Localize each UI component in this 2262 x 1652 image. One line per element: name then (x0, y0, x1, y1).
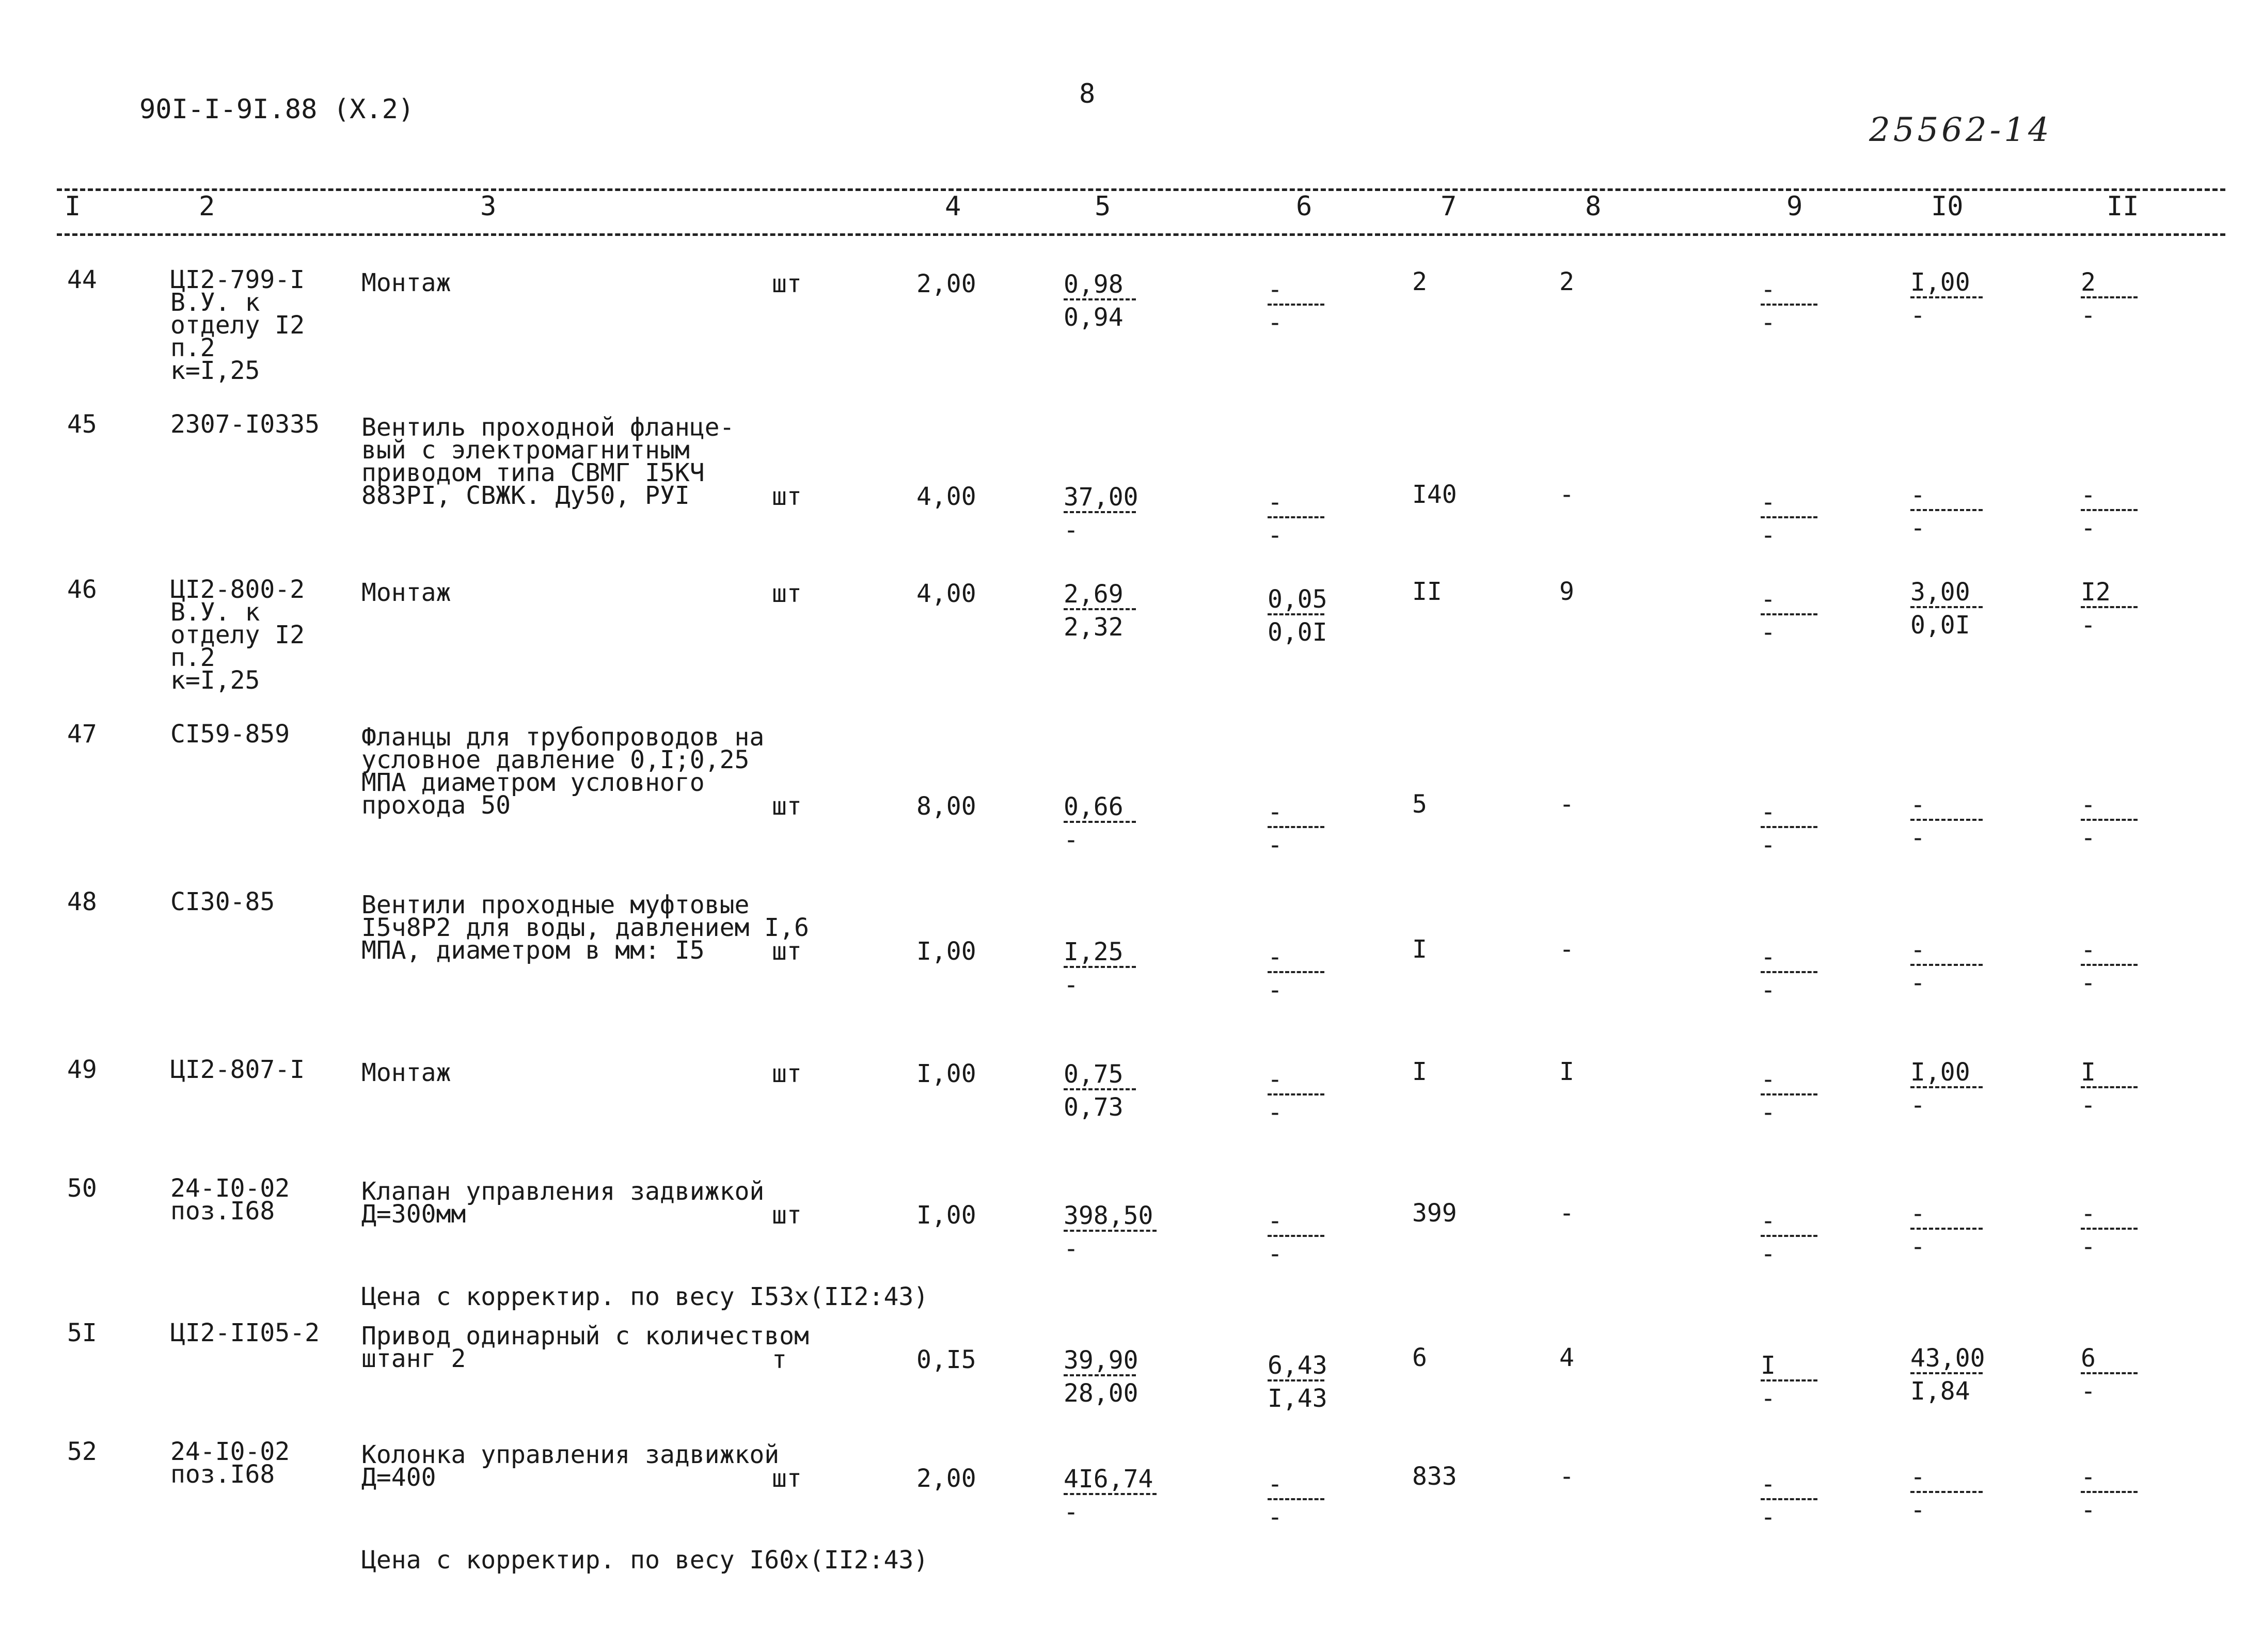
col9-value-denominator: - (1761, 618, 1776, 647)
col6-value-denominator: - (1268, 521, 1283, 550)
price-note: Цена с корректир. по весу I60х(II2:43) (361, 1546, 929, 1575)
col10-value-denominator: I,84 (1910, 1377, 1970, 1406)
col11-value (2081, 790, 2138, 852)
column-header-4: 4 (945, 191, 961, 222)
col11-value-denominator: - (2081, 1232, 2096, 1261)
col11-value-numerator: - (2081, 481, 2096, 510)
header-top-rule (57, 188, 2225, 191)
col7-value: 833 (1412, 1462, 1457, 1491)
col5-price-denominator: - (1064, 971, 1079, 999)
col9-value-numerator: - (1761, 1065, 1776, 1094)
col9-value (1761, 798, 1817, 860)
column-header-10: I0 (1931, 191, 1964, 222)
column-header-9: 9 (1786, 191, 1803, 222)
col5-price-denominator: 0,94 (1064, 303, 1124, 332)
col9-value-numerator: - (1761, 585, 1776, 614)
col5-price-denominator: - (1064, 1234, 1079, 1263)
col10-value-numerator: - (1910, 1463, 1925, 1491)
col11-value (2081, 481, 2138, 543)
col10-value-numerator: 3,00 (1910, 578, 1970, 607)
col10-value-denominator: - (1910, 968, 1925, 997)
col8-value: - (1559, 1462, 1574, 1491)
row-number: 52 (67, 1437, 97, 1466)
col9-value (1761, 1351, 1817, 1413)
col6-value-denominator: - (1268, 1098, 1283, 1127)
col9-value-denominator: - (1761, 831, 1776, 860)
col6-value-denominator: I,43 (1268, 1384, 1327, 1413)
col10-value-denominator: 0,0I (1910, 611, 1970, 640)
col7-value: 2 (1412, 267, 1427, 296)
col11-value (2081, 935, 2138, 997)
col8-value: 4 (1559, 1343, 1574, 1372)
col6-value (1268, 1065, 1324, 1127)
description: Монтаж (361, 1058, 451, 1087)
col7-value: I (1412, 935, 1427, 964)
row-number: 47 (67, 720, 97, 749)
col9-value-numerator: - (1761, 488, 1776, 517)
col8-value: 2 (1559, 267, 1574, 296)
col5-price-numerator: 0,98 (1064, 270, 1124, 299)
col6-value-numerator: - (1268, 1206, 1283, 1235)
col10-value-numerator: - (1910, 481, 1925, 510)
col10-value-denominator: - (1910, 823, 1925, 852)
column-header-3: 3 (480, 191, 497, 222)
col7-value: 6 (1412, 1343, 1427, 1372)
col6-value (1268, 488, 1324, 550)
col9-value (1761, 488, 1817, 550)
column-header-1: I (65, 191, 81, 222)
col10-value (1910, 1344, 1985, 1406)
description: Монтаж (361, 268, 451, 297)
col11-value-denominator: - (2081, 611, 2096, 640)
col5-price (1064, 483, 1138, 545)
col9-value-denominator: - (1761, 521, 1776, 550)
quantity: 2,00 (916, 269, 976, 298)
col8-value: - (1559, 790, 1574, 819)
col9-value-numerator: I (1761, 1351, 1776, 1380)
col11-value-denominator: - (2081, 1377, 2096, 1406)
reference-code: СI30-85 (170, 887, 275, 916)
col6-value-denominator: 0,0I (1268, 618, 1327, 647)
col5-price-numerator: 398,50 (1064, 1201, 1153, 1230)
col7-value: I (1412, 1057, 1427, 1086)
col11-value (2081, 1199, 2138, 1261)
quantity: 8,00 (916, 792, 976, 821)
col9-value (1761, 1470, 1817, 1532)
description: Монтаж (361, 578, 451, 607)
col10-value-numerator: - (1910, 935, 1925, 964)
col9-value (1761, 943, 1817, 1005)
col10-value-denominator: - (1910, 1232, 1925, 1261)
quantity: I,00 (916, 1201, 976, 1230)
col5-price-denominator: - (1064, 1498, 1079, 1527)
col10-value (1910, 481, 1983, 543)
col9-value-numerator: - (1761, 943, 1776, 972)
col6-value-denominator: - (1268, 308, 1283, 337)
unit: шт (772, 269, 802, 298)
col11-value-denominator: - (2081, 968, 2096, 997)
col6-value (1268, 1351, 1327, 1413)
col11-value-numerator: - (2081, 790, 2096, 819)
header-bottom-rule (57, 233, 2225, 236)
col10-value-denominator: - (1910, 1496, 1925, 1524)
col5-price-numerator: 2,69 (1064, 580, 1124, 609)
col5-price (1064, 580, 1136, 642)
col9-value-numerator: - (1761, 1206, 1776, 1235)
col5-price-numerator: 4I6,74 (1064, 1465, 1153, 1494)
col7-value: I40 (1412, 480, 1457, 509)
col11-value-numerator: 6 (2081, 1344, 2096, 1373)
row-number: 5I (67, 1319, 97, 1347)
col7-value: 399 (1412, 1199, 1457, 1228)
col5-price-numerator: 37,00 (1064, 483, 1138, 512)
col6-value-denominator: - (1268, 831, 1283, 860)
col10-value (1910, 790, 1983, 852)
col9-value-numerator: - (1761, 275, 1776, 304)
col10-value-numerator: 43,00 (1910, 1344, 1985, 1373)
col11-value-denominator: - (2081, 1091, 2096, 1120)
column-header-6: 6 (1296, 191, 1312, 222)
column-header-11: II (2107, 191, 2139, 222)
col9-value (1761, 1206, 1817, 1268)
col9-value-numerator: - (1761, 798, 1776, 827)
col5-price (1064, 792, 1136, 854)
col11-value-numerator: - (2081, 935, 2096, 964)
col5-price-denominator: 2,32 (1064, 613, 1124, 642)
reference-code: СI59-859 (170, 720, 290, 749)
col5-price (1064, 1201, 1157, 1263)
description: Вентиль проходной фланце- вый с электромагнитным приводом типа СВМГ I5КЧ 883РI, СВЖК. Ду50, РУI (361, 413, 735, 510)
col10-value-denominator: - (1910, 301, 1925, 330)
col9-value (1761, 585, 1817, 647)
document-code: 90I-I-9I.88 (X.2) (139, 94, 415, 125)
col9-value-denominator: - (1761, 1240, 1776, 1268)
unit: шт (772, 579, 802, 608)
unit: шт (772, 792, 802, 821)
column-header-5: 5 (1095, 191, 1111, 222)
col10-value (1910, 268, 1983, 330)
column-header-8: 8 (1585, 191, 1602, 222)
col6-value (1268, 943, 1324, 1005)
reference-code: ЦI2-799-I В.У. к отделу I2 п.2 к=I,25 (170, 265, 305, 385)
quantity: 4,00 (916, 579, 976, 608)
col5-price-denominator: 0,73 (1064, 1093, 1124, 1122)
col9-value-denominator: - (1761, 976, 1776, 1005)
col6-value (1268, 275, 1324, 337)
description: Привод одинарный с количеством штанг 2 (361, 1322, 809, 1373)
col6-value-numerator: - (1268, 798, 1283, 827)
column-header-7: 7 (1441, 191, 1457, 222)
reference-code: ЦI2-800-2 В.У. к отделу I2 п.2 к=I,25 (170, 575, 305, 695)
col10-value-numerator: - (1910, 1199, 1925, 1228)
col11-value (2081, 1344, 2138, 1406)
col5-price-denominator: - (1064, 516, 1079, 545)
quantity: 0,I5 (916, 1345, 976, 1374)
row-number: 48 (67, 887, 97, 916)
description: Клапан управления задвижкой Д=300мм (361, 1177, 765, 1229)
col5-price (1064, 940, 1136, 997)
column-header-2: 2 (199, 191, 215, 222)
col6-value-denominator: - (1268, 1503, 1283, 1532)
col8-value: - (1559, 480, 1574, 509)
handwritten-stamp: 25562-14 (1869, 111, 2052, 149)
col11-value-denominator: - (2081, 823, 2096, 852)
col11-value-denominator: - (2081, 1496, 2096, 1524)
reference-code: ЦI2-II05-2 (170, 1319, 320, 1347)
quantity: 2,00 (916, 1464, 976, 1493)
col8-value: - (1559, 935, 1574, 964)
description: Вентили проходные муфтовые I5ч8Р2 для воды, давлением I,6 МПА, диаметром в мм: I5 (361, 891, 809, 965)
col10-value-denominator: - (1910, 1091, 1925, 1120)
unit: т (772, 1345, 787, 1374)
col6-value-numerator: - (1268, 1470, 1283, 1499)
quantity: 4,00 (916, 482, 976, 511)
col11-value-denominator: - (2081, 514, 2096, 543)
col10-value-numerator: - (1910, 790, 1925, 819)
col9-value-denominator: - (1761, 308, 1776, 337)
col11-value (2081, 268, 2138, 330)
unit: шт (772, 1059, 802, 1088)
col5-price-numerator: 39,90 (1064, 1346, 1138, 1375)
col6-value (1268, 1206, 1324, 1268)
col11-value-numerator: - (2081, 1463, 2096, 1491)
col6-value-denominator: - (1268, 976, 1283, 1005)
col10-value-numerator: I,00 (1910, 1058, 1970, 1087)
description: Фланцы для трубопроводов на условное давление 0,I;0,25 МПА диаметром условного прохода 50 (361, 723, 765, 820)
unit: шт (772, 1464, 802, 1493)
row-number: 50 (67, 1174, 97, 1203)
row-number: 45 (67, 410, 97, 439)
reference-code: 24-I0-02 поз.I68 (170, 1174, 290, 1226)
col6-value-numerator: - (1268, 943, 1283, 972)
reference-code: 2307-I0335 (170, 410, 320, 439)
col5-price (1064, 1465, 1157, 1527)
col6-value (1268, 1470, 1324, 1532)
price-note: Цена с корректир. по весу I53х(II2:43) (361, 1282, 929, 1311)
quantity: I,00 (916, 937, 976, 966)
col5-price (1064, 270, 1136, 332)
col11-value (2081, 1058, 2138, 1120)
col7-value: 5 (1412, 790, 1427, 819)
col10-value-numerator: I,00 (1910, 268, 1970, 297)
col9-value-denominator: - (1761, 1503, 1776, 1532)
col10-value (1910, 935, 1983, 997)
col5-price-denominator: - (1064, 825, 1079, 854)
col10-value-denominator: - (1910, 514, 1925, 543)
row-number: 44 (67, 265, 97, 294)
col9-value-denominator: - (1761, 1098, 1776, 1127)
col5-price-denominator: 28,00 (1064, 1379, 1138, 1408)
col5-price-numerator: 0,66 (1064, 792, 1124, 821)
quantity: I,00 (916, 1059, 976, 1088)
col10-value (1910, 1199, 1983, 1261)
col6-value-numerator: 0,05 (1268, 585, 1327, 614)
col11-value-numerator: - (2081, 1199, 2096, 1228)
col11-value-numerator: I (2081, 1058, 2096, 1087)
row-number: 46 (67, 575, 97, 604)
reference-code: ЦI2-807-I (170, 1055, 305, 1084)
col8-value: I (1559, 1057, 1574, 1086)
col11-value-numerator: 2 (2081, 268, 2096, 297)
col6-value-numerator: - (1268, 488, 1283, 517)
col8-value: - (1559, 1199, 1574, 1228)
col10-value (1910, 1058, 1983, 1120)
reference-code: 24-I0-02 поз.I68 (170, 1437, 290, 1489)
col6-value-denominator: - (1268, 1240, 1283, 1268)
description: Колонка управления задвижкой Д=400 (361, 1440, 780, 1492)
col6-value (1268, 585, 1327, 647)
col8-value: 9 (1559, 577, 1574, 606)
col6-value-numerator: - (1268, 1065, 1283, 1094)
col11-value (2081, 578, 2138, 640)
unit: шт (772, 482, 802, 511)
col5-price-numerator: I,25 (1064, 938, 1124, 966)
col9-value (1761, 275, 1817, 337)
col9-value-denominator: - (1761, 1384, 1776, 1413)
col10-value (1910, 1465, 1983, 1522)
col6-value-numerator: 6,43 (1268, 1351, 1327, 1380)
col6-value-numerator: - (1268, 275, 1283, 304)
col6-value (1268, 798, 1324, 860)
col11-value-numerator: I2 (2081, 578, 2111, 607)
col5-price-numerator: 0,75 (1064, 1060, 1124, 1089)
col7-value: II (1412, 577, 1442, 606)
unit: шт (772, 937, 802, 966)
unit: шт (772, 1201, 802, 1230)
col5-price (1064, 1346, 1138, 1408)
col11-value (2081, 1465, 2138, 1522)
col5-price (1064, 1060, 1136, 1122)
row-number: 49 (67, 1055, 97, 1084)
page-number: 8 (1079, 78, 1096, 109)
col10-value (1910, 578, 1983, 640)
col11-value-denominator: - (2081, 301, 2096, 330)
col9-value (1761, 1065, 1817, 1127)
col9-value-numerator: - (1761, 1470, 1776, 1499)
